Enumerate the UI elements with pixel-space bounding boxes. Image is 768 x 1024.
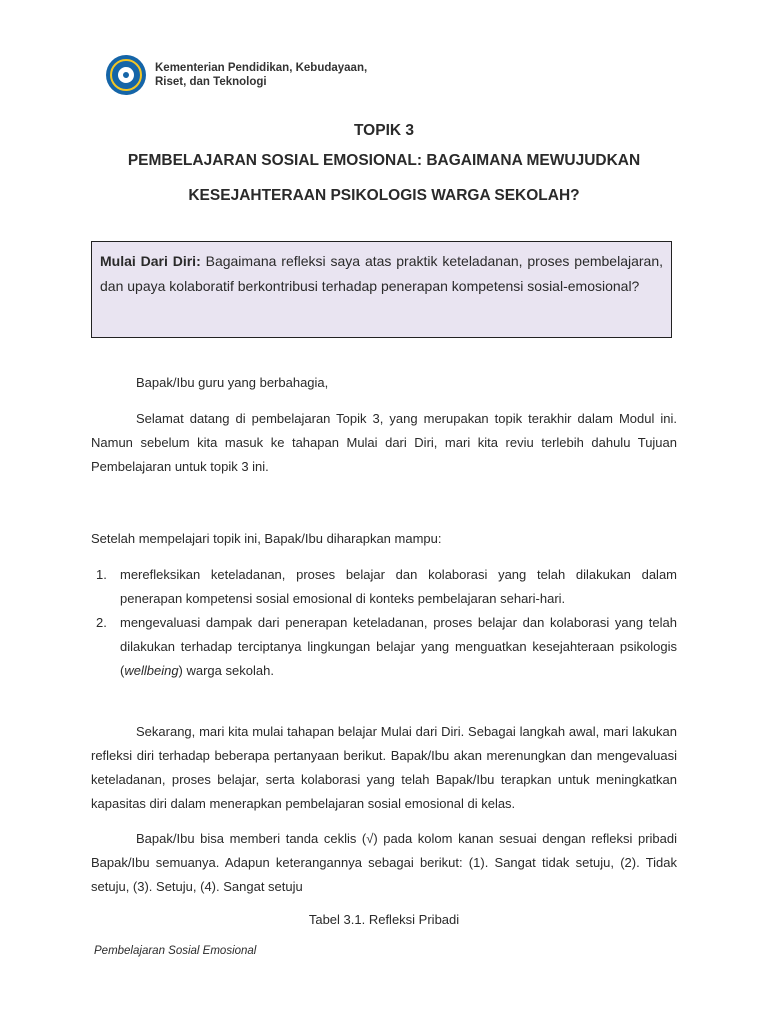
greeting: Bapak/Ibu guru yang berbahagia, [136,375,329,390]
instructions-paragraph: Bapak/Ibu bisa memberi tanda ceklis (√) pada kolom kanan sesuai dengan refleksi pribadi Bapak/Ibu semuanya. Adapun keterangannya sebagai berikut: (1). Sangat tidak setuju, (2). Tidak setuju, (3). Setuju, (4). Sangat setuju [91,831,677,894]
topic-heading: TOPIK 3 [353,122,414,139]
list-item [91,611,677,683]
page-footer: Pembelajaran Sosial Emosional [94,945,257,957]
objectives-intro: Setelah mempelajari topik ini, Bapak/Ibu diharapkan mampu: [91,531,442,546]
reflection-paragraph: Sekarang, mari kita mulai tahapan belajar Mulai dari Diri. Sebagai langkah awal, mari lakukan refleksi diri terhadap beberapa pertanyaan berikut. Bapak/Ibu akan merenungkan dan mengevaluasi keteladanan, proses belajar, serta kolaborasi yang telah Bapak/Ibu terapkan untuk meningkatkan kapasitas diri dalam menerapkan pembelajaran sosial emosional di kelas. [91,724,677,811]
ministry-name-line2: Riset, dan Teknologi [155,76,267,88]
ministry-logo [106,55,146,95]
intro-box [91,241,672,338]
list-item-text: merefleksikan keteladanan, proses belajar dan kolaborasi yang telah dilakukan dalam penerapan kompetensi sosial emosional di konteks pembelajaran sehari-hari. [120,567,677,606]
table-caption: Tabel 3.1. Refleksi Pribadi [308,912,460,927]
welcome-paragraph: Selamat datang di pembelajaran Topik 3, yang merupakan topik terakhir dalam Modul ini. Namun sebelum kita masuk ke tahapan Mulai dari Diri, mari kita reviu terlebih dahulu Tujuan Pembelajaran untuk topik 3 ini. [91,411,677,474]
intro-box-text: Bagaimana refleksi saya atas praktik keteladanan, proses pembelajaran, dan upaya kolaboratif berkontribusi terhadap penerapan kompetensi sosial-emosional? [100,253,664,294]
intro-box-label: Mulai Dari Diri: [100,253,201,269]
ministry-name-line1: Kementerian Pendidikan, Kebudayaan, [155,62,368,74]
objectives-list [91,563,677,683]
title-line-2: KESEJAHTERAAN PSIKOLOGIS WARGA SEKOLAH? [188,187,580,204]
list-item-number: 1. [96,567,107,582]
wellbeing-term: wellbeing [124,663,179,678]
page-header [106,55,367,95]
list-item-text [120,611,677,683]
list-item-text-start: mengevaluasi dampak dari penerapan keteladanan, proses belajar dan kolaborasi yang telah dilakukan terhadap terciptanya lingkungan belajar yang menguatkan kesejahteraan psikologis ( [120,615,677,678]
list-item-text-end: ) warga sekolah. [178,663,274,678]
title-line-1: PEMBELAJARAN SOSIAL EMOSIONAL: BAGAIMANA MEWUJUDKAN [127,152,641,169]
ministry-name [155,61,367,89]
list-item [91,563,677,611]
list-item-number: 2. [96,615,107,630]
